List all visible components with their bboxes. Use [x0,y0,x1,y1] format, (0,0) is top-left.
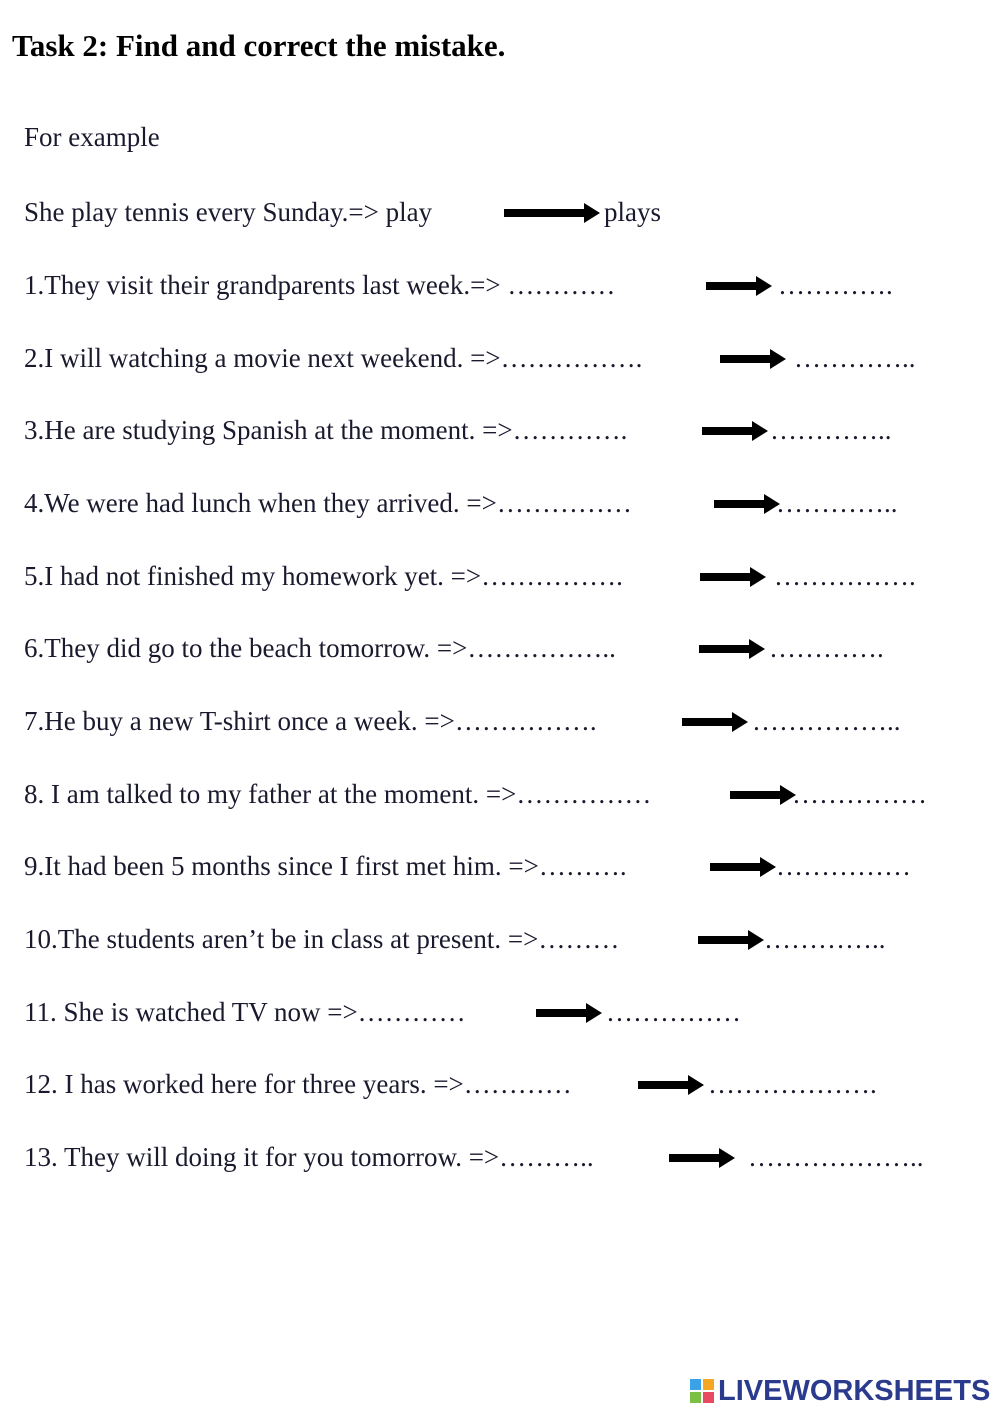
answer-blank[interactable]: …………. [778,270,893,300]
logo-square [703,1379,714,1390]
exercise-sentence: 1.They visit their grandparents last week.=> ………… [24,270,616,300]
arrow-icon [699,639,765,659]
answer-blank[interactable]: ………….. [770,415,892,445]
exercise-sentence: 9.It had been 5 months since I first met him. =>………. [24,851,627,881]
exercise-sentence: 5.I had not finished my homework yet. =>……………. [24,561,623,591]
answer-blank[interactable]: …………… [776,851,911,881]
exercise-sentence: 3.He are studying Spanish at the moment. =>…………. [24,415,628,445]
logo-square [703,1392,714,1403]
liveworksheets-logo-icon [690,1379,714,1403]
arrow-icon [720,349,786,369]
answer-blank[interactable]: …………….. [752,706,901,736]
arrow-icon [536,1003,602,1023]
arrow-icon [682,712,748,732]
answer-blank[interactable]: ………….. [764,924,886,954]
logo-square [690,1379,701,1390]
arrow-icon [669,1148,735,1168]
exercise-sentence: 10.The students aren’t be in class at present. =>……… [24,924,620,954]
answer-blank[interactable]: …………. [769,633,884,663]
arrow-icon [504,203,600,223]
example-answer: plays [604,197,661,227]
arrow-icon [638,1075,704,1095]
exercise-sentence: 6.They did go to the beach tomorrow. =>…………….. [24,633,616,663]
answer-blank[interactable]: ……………. [774,561,916,591]
answer-blank[interactable]: ………….. [794,343,916,373]
liveworksheets-logo [690,1374,990,1408]
answer-blank[interactable]: …………… [792,779,927,809]
arrow-icon [710,857,776,877]
arrow-icon [706,276,772,296]
exercise-sentence: 4.We were had lunch when they arrived. =>…………… [24,488,632,518]
arrow-icon [700,567,766,587]
brand-name: LIVEWORKSHEETS [718,1374,991,1407]
answer-blank[interactable]: ……………….. [748,1142,924,1172]
exercise-sentence: 11. She is watched TV now =>………… [24,997,466,1027]
arrow-icon [714,494,780,514]
exercise-sentence: 2.I will watching a movie next weekend. =>……………. [24,343,643,373]
arrow-icon [730,785,796,805]
arrow-icon [698,930,764,950]
exercise-sentence: 12. I has worked here for three years. =>………… [24,1069,572,1099]
exercise-sentence: 13. They will doing it for you tomorrow. =>……….. [24,1142,594,1172]
arrow-icon [702,421,768,441]
page-title: Task 2: Find and correct the mistake. [12,28,506,63]
exercise-sentence: 8. I am talked to my father at the moment. =>…………… [24,779,652,809]
answer-blank[interactable]: ………….. [776,488,898,518]
answer-blank[interactable]: ………………. [708,1069,877,1099]
answer-blank[interactable]: …………… [606,997,741,1027]
logo-square [690,1392,701,1403]
example-label: For example [24,122,160,152]
example-sentence: She play tennis every Sunday.=> play [24,197,433,227]
exercise-sentence: 7.He buy a new T-shirt once a week. =>……………. [24,706,597,736]
